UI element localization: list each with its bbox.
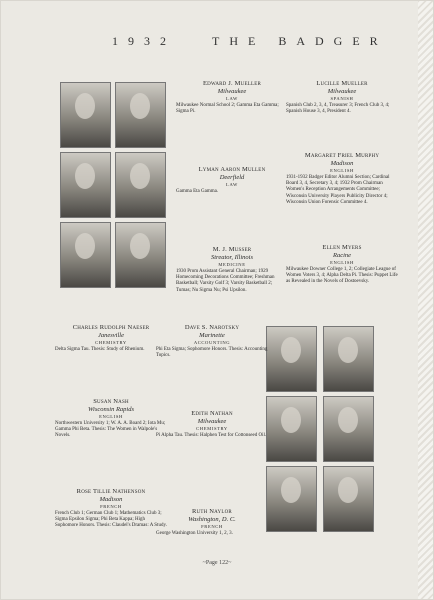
student-hometown: Milwaukee — [327, 88, 357, 96]
student-name: Susan Nash — [93, 398, 129, 405]
student-entry — [286, 244, 398, 286]
student-hometown: Wisconsin Rapids — [87, 406, 135, 414]
student-hometown: Deerfield — [219, 174, 245, 182]
student-department: FRENCH — [100, 504, 122, 510]
student-name: M. J. Musser — [212, 246, 252, 253]
student-entry — [156, 324, 268, 359]
portrait-photo — [60, 222, 111, 288]
student-name: Ruth Naylor — [192, 508, 232, 515]
student-name: Rose Tillie Nathenson — [76, 488, 146, 495]
student-entry — [176, 80, 288, 115]
student-activities: George Washington University 1, 2, 3. — [156, 530, 233, 536]
student-entry — [55, 488, 167, 530]
student-hometown: Racine — [332, 252, 352, 260]
student-activities: Phi Eta Sigma; Sophomore Honors. Thesis: Accounting Topics. — [156, 346, 268, 359]
portrait-photo — [266, 396, 317, 462]
portrait-photo — [115, 222, 166, 288]
student-department: ENGLISH — [330, 260, 354, 266]
student-entry — [55, 324, 167, 353]
student-name: Lyman Aaron Mullen — [198, 166, 266, 173]
portrait-photo — [323, 466, 374, 532]
portrait-photo — [266, 466, 317, 532]
student-entry — [286, 80, 398, 115]
student-name: Lucille Mueller — [316, 80, 368, 87]
portrait-photo — [323, 396, 374, 462]
student-hometown: Marinette — [199, 332, 225, 340]
student-name: Edward J. Mueller — [202, 80, 262, 87]
student-entry — [55, 398, 167, 440]
student-department: CHEMISTRY — [196, 426, 228, 432]
student-entry — [176, 246, 288, 294]
student-activities: Pi Alpha Tau. Thesis: Halphen Test for Cottonseed Oil. — [156, 432, 267, 438]
student-activities: Milwaukee Downer College 1, 2; Collegiate League of Women Voters 3, 4; Alpha Delta Pi. Thesis: Puppet Life as Revealed in the Novels of Dostoevsky. — [286, 266, 398, 285]
portrait-photo — [115, 152, 166, 218]
student-department: ACCOUNTING — [193, 340, 231, 346]
page-edge-ornament — [418, 0, 434, 600]
page-header — [0, 34, 418, 48]
student-department: SPANISH — [330, 96, 354, 102]
student-activities: Milwaukee Normal School 2; Gamma Eta Gamma; Sigma Pi. — [176, 102, 279, 115]
header-year: 1932 — [112, 34, 176, 48]
student-hometown: Washington, D. C. — [188, 516, 236, 524]
student-activities: 1931-1932 Badger Editor Alumni Section; Cardinal Board 3, 4, Secretary 3, 4; 1932 Prom Chairman Women's Reception Arrangements Committee; Wisconsin University Players Publicity Director 4; Wisconsin Union Forensic Committee 4. — [286, 174, 390, 205]
student-department: LAW — [226, 96, 238, 102]
portrait-photo — [323, 326, 374, 392]
student-activities: Spanish Club 2, 3, 4, Treasurer 3; French Club 3, 4; Spanish House 3, 4, President 4. — [286, 102, 390, 115]
student-name: Ellen Myers — [322, 244, 362, 251]
header-title: THE BADGER — [212, 34, 388, 48]
student-hometown: Streator, Illinois — [210, 254, 253, 262]
student-entry — [176, 166, 288, 195]
student-activities: 1930 Prom Assistant General Chairman; 1929 Homecoming Decorations Committee; Freshman Basketball; Varsity Golf 3; Varsity Basketball 2; Tumas; Nu Sigma Nu; Psi Upsilon. — [176, 268, 275, 293]
portrait-photo — [115, 82, 166, 148]
student-hometown: Janesville — [98, 332, 124, 340]
student-name: Dave S. Narotsky — [184, 324, 240, 331]
student-hometown: Milwaukee — [217, 88, 247, 96]
student-department: MEDICINE — [218, 262, 246, 268]
student-department: CHEMISTRY — [95, 340, 127, 346]
page-number: ~Page 122~ — [202, 560, 232, 566]
student-name: Charles Rudolph Naeser — [72, 324, 150, 331]
student-name: Margaret Friel Murphy — [304, 152, 380, 159]
portrait-photo — [266, 326, 317, 392]
student-name: Edith Nathan — [191, 410, 233, 417]
student-hometown: Madison — [99, 496, 123, 504]
student-entry — [156, 410, 268, 439]
student-activities: Gamma Eta Gamma. — [176, 188, 219, 194]
student-activities: Delta Sigma Tau. Thesis: Study of Rhenium. — [55, 346, 145, 352]
student-department: ENGLISH — [330, 168, 354, 174]
student-activities: French Club 1; German Club 1; Mathematics Club 3; Sigma Epsilon Sigma; Phi Beta Kappa; High Sophomore Honors. Thesis: Claudel's Dramas: A Study. — [55, 510, 167, 529]
student-department: FRENCH — [201, 524, 223, 530]
student-department: LAW — [226, 182, 238, 188]
student-hometown: Madison — [330, 160, 354, 168]
student-entry — [156, 508, 268, 537]
student-entry — [286, 152, 398, 206]
portrait-photo — [60, 152, 111, 218]
portrait-photo — [60, 82, 111, 148]
student-activities: Northwestern University 1; W. A. A. Board 2; Iota Mu; Gamma Phi Beta. Thesis: The Women in Walpole's Novels. — [55, 420, 166, 439]
student-hometown: Milwaukee — [197, 418, 227, 426]
student-department: ENGLISH — [99, 414, 123, 420]
